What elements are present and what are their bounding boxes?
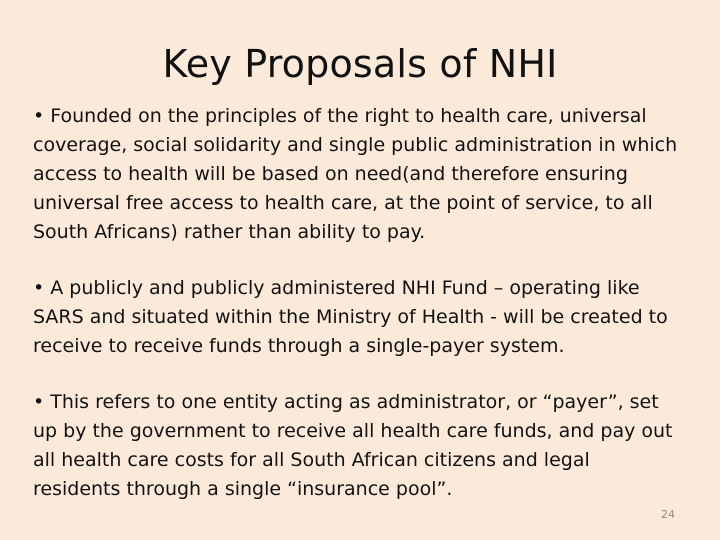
bullet-marker: • [33,391,45,413]
bullet-item [33,274,683,361]
bullet-text: Founded on the principles of the right to health care, universal coverage, social solidarity and single public administration in which access to health will be based on need(and therefore ensuring universal free access to health care, at the point of service, to all South Africans) rather than ability to pay. [33,105,678,243]
slide-title: Key Proposals of NHI [162,42,558,86]
bullet-marker: • [33,105,45,127]
bullet-item [33,388,683,504]
bullet-text: A publicly and publicly administered NHI Fund – operating like SARS and situated within the Ministry of Health - will be created to receive to receive funds through a single-payer system. [33,277,668,357]
bullet-text: This refers to one entity acting as administrator, or “payer”, set up by the government to receive all health care funds, and pay out all health care costs for all South African citizens and legal residents through a single “insurance pool”. [33,391,673,500]
bullet-item [33,102,683,247]
bullet-list [33,102,683,531]
bullet-marker: • [33,277,45,299]
page-number: 24 [661,508,675,521]
